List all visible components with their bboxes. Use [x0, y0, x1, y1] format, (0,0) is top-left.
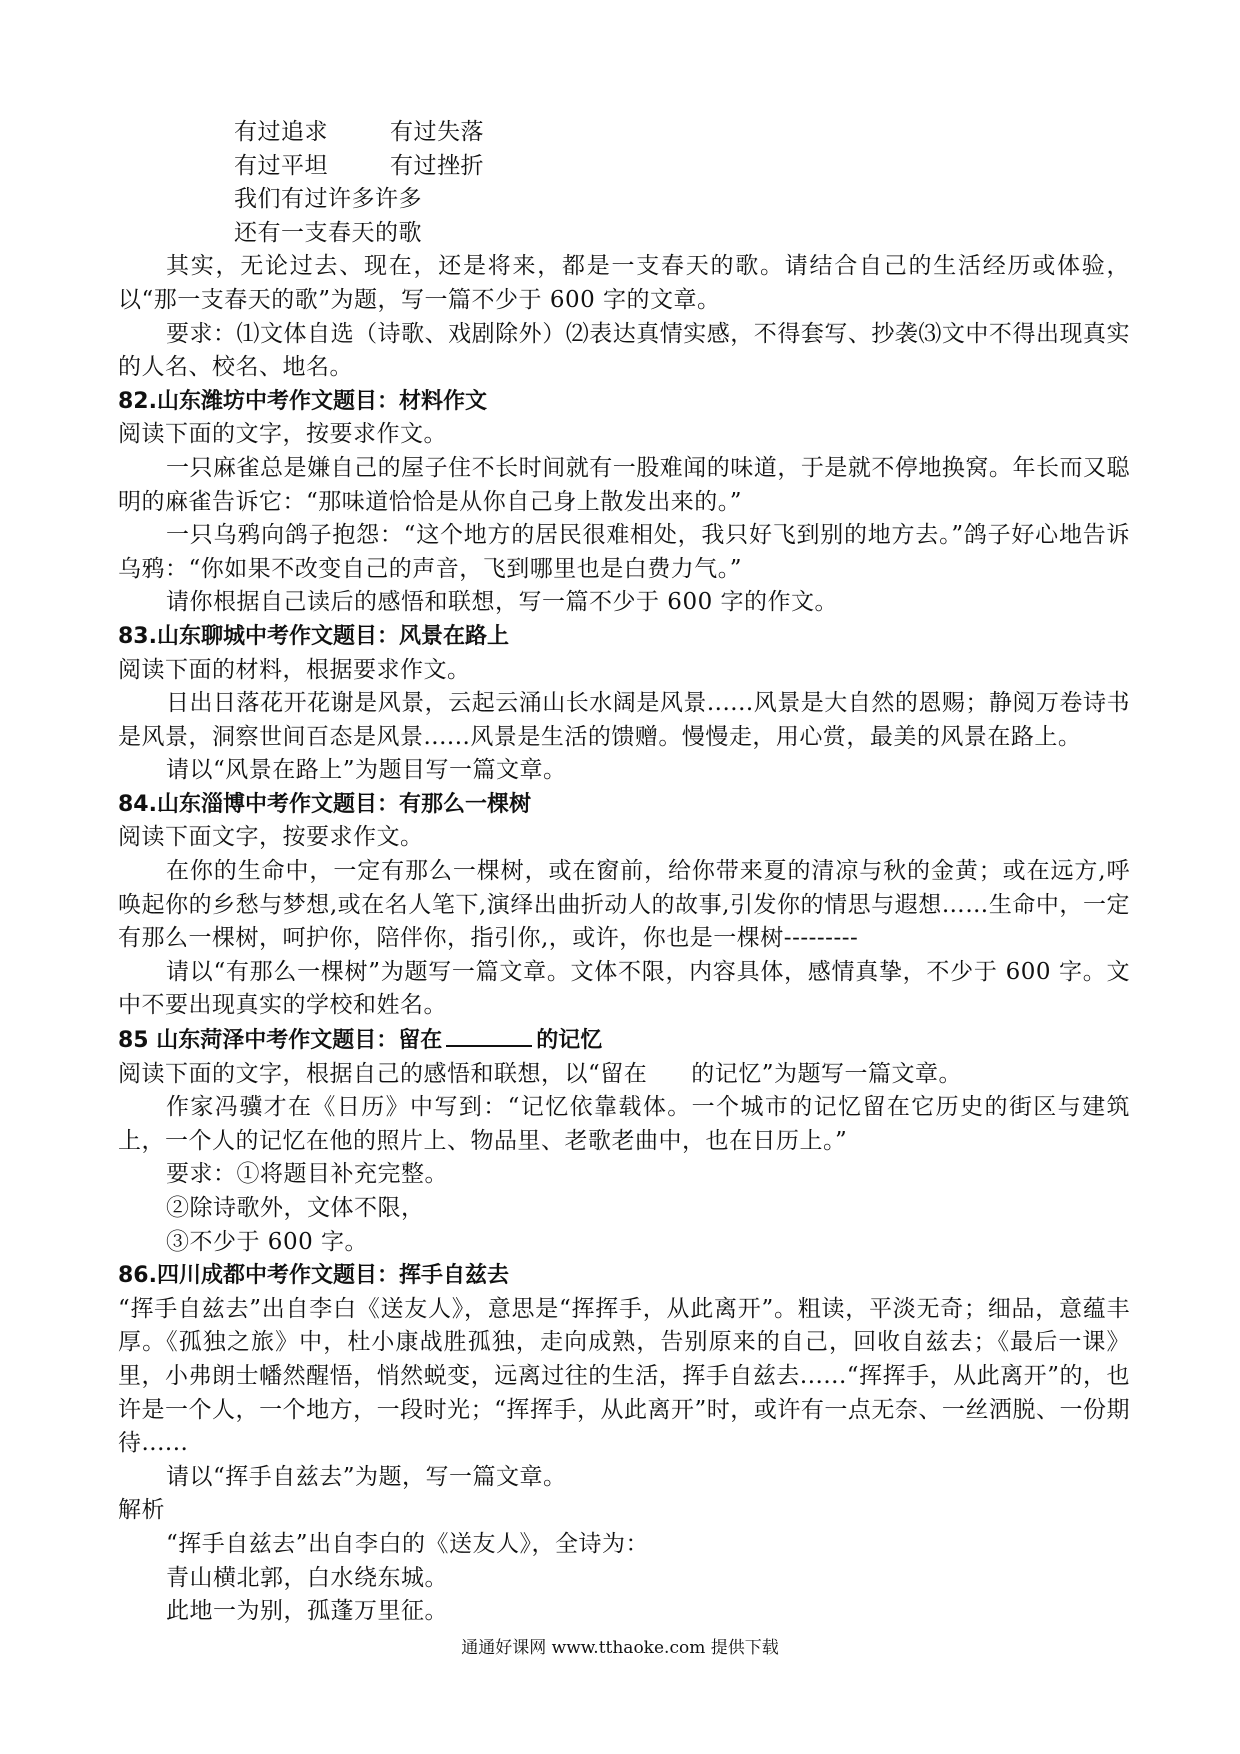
paragraph: “挥手自兹去”出自李白《送友人》，意思是“挥挥手，从此离开”。粗读，平淡无奇；细品，意蕴丰厚。《孤独之旅》中，杜小康战胜孤独，走向成熟，告别原来的自己，回收自兹去；《最后一课》里，小弗朗士幡然醒悟，悄然蜕变，远离过往的生活，挥手自兹去......“挥挥手，从此离开”的，也许是一个人，一个地方，一段时光；“挥挥手，从此离开”时，或许有一点无奈、一丝洒脱、一份期待......	[118, 1295, 1130, 1457]
poem-line: 青山横北郭，白水绕东城。	[166, 1564, 448, 1591]
page-content	[118, 116, 1130, 1629]
poem-line: 我们有过许多许多	[234, 186, 422, 213]
paragraph: 请以“有那么一棵树”为题写一篇文章。文体不限，内容具体，感情真挚，不少于 600 字。文中不要出现真实的学校和姓名。	[118, 958, 1130, 1019]
paragraph: 一只麻雀总是嫌自己的屋子住不长时间就有一股难闻的味道，于是就不停地换窝。年长而又聪明的麻雀告诉它：“那味道恰恰是从你自己身上散发出来的。”	[118, 454, 1130, 515]
heading-text: 的记忆	[536, 1028, 603, 1054]
analysis-label: 解析	[118, 1497, 165, 1524]
paragraph: 其实，无论过去、现在，还是将来，都是一支春天的歌。请结合自己的生活经历或体验，以“那一支春天的歌”为题，写一篇不少于 600 字的文章。	[118, 253, 1130, 313]
poem-text: 有过追求	[234, 119, 328, 145]
section-heading: 86.四川成都中考作文题目：挥手自兹去	[118, 1263, 509, 1289]
section-heading: 83.山东聊城中考作文题目：风景在路上	[118, 623, 509, 649]
instruction: 阅读下面文字，按要求作文。	[118, 824, 424, 851]
instruction-text: 的记忆”为题写一篇文章。	[691, 1060, 963, 1087]
paragraph: “挥手自兹去”出自李白的《送友人》，全诗为：	[166, 1530, 650, 1557]
poem-line	[118, 150, 1130, 184]
paragraph: 日出日落花开花谢是风景，云起云涌山长水阔是风景......风景是大自然的恩赐；静阅万卷诗书是风景，洞察世间百态是风景......风景是生活的馈赠。慢慢走，用心赏，最美的风景在路上。	[118, 690, 1130, 750]
requirement-item: ②除诗歌外，文体不限，	[166, 1195, 425, 1221]
poem-text: 有过挫折	[390, 152, 484, 179]
fill-blank	[446, 1023, 532, 1047]
page-footer: 通通好课网 www.tthaoke.com 提供下载	[461, 1638, 779, 1658]
section-heading	[118, 1023, 1130, 1058]
paragraph: 在你的生命中，一定有那么一棵树，或在窗前，给你带来夏的清凉与秋的金黄；或在远方,呼唤起你的乡愁与梦想,或在名人笔下,演绎出曲折动人的故事,引发你的情思与遐想……生命中，一定有那么一棵树，呵护你，陪伴你，指引你,，或许，你也是一棵树---------	[118, 858, 1130, 952]
paragraph: 请你根据自己读后的感悟和联想，写一篇不少于 600 字的作文。	[166, 589, 839, 616]
instruction: 阅读下面的材料，根据要求作文。	[118, 656, 471, 683]
paragraph: 请以“挥手自兹去”为题，写一篇文章。	[166, 1463, 567, 1490]
poem-line	[118, 116, 1130, 150]
requirement-item: 要求：①将题目补充完整。	[166, 1161, 448, 1188]
heading-text: 85 山东菏泽中考作文题目：留在	[118, 1028, 443, 1054]
poem-line: 此地一为别，孤蓬万里征。	[166, 1598, 448, 1625]
instruction: 阅读下面的文字，按要求作文。	[118, 421, 447, 448]
paragraph: 请以“风景在路上”为题目写一篇文章。	[166, 757, 567, 784]
instruction-text: 阅读下面的文字，根据自己的感悟和联想，以“留在	[118, 1060, 648, 1087]
poem-line: 还有一支春天的歌	[234, 219, 422, 246]
instruction	[118, 1058, 1130, 1092]
paragraph: 作家冯骥才在《日历》中写到：“记忆依靠载体。一个城市的记忆留在它历史的街区与建筑上，一个人的记忆在他的照片上、物品里、老歌老曲中，也在日历上。”	[118, 1094, 1130, 1154]
section-heading: 82.山东潍坊中考作文题目：材料作文	[118, 388, 487, 414]
requirements: 要求：⑴文体自选（诗歌、戏剧除外）⑵表达真情实感，不得套写、抄袭⑶文中不得出现真实的人名、校名、地名。	[118, 320, 1130, 381]
poem-text: 有过失落	[390, 119, 484, 145]
poem-text: 有过平坦	[234, 152, 328, 179]
requirement-item: ③不少于 600 字。	[166, 1228, 369, 1255]
paragraph: 一只乌鸦向鸽子抱怨：“这个地方的居民很难相处，我只好飞到别的地方去。”鸽子好心地告诉乌鸦：“你如果不改变自己的声音，飞到哪里也是白费力气。”	[118, 522, 1130, 582]
section-heading: 84.山东淄博中考作文题目：有那么一棵树	[118, 791, 531, 817]
